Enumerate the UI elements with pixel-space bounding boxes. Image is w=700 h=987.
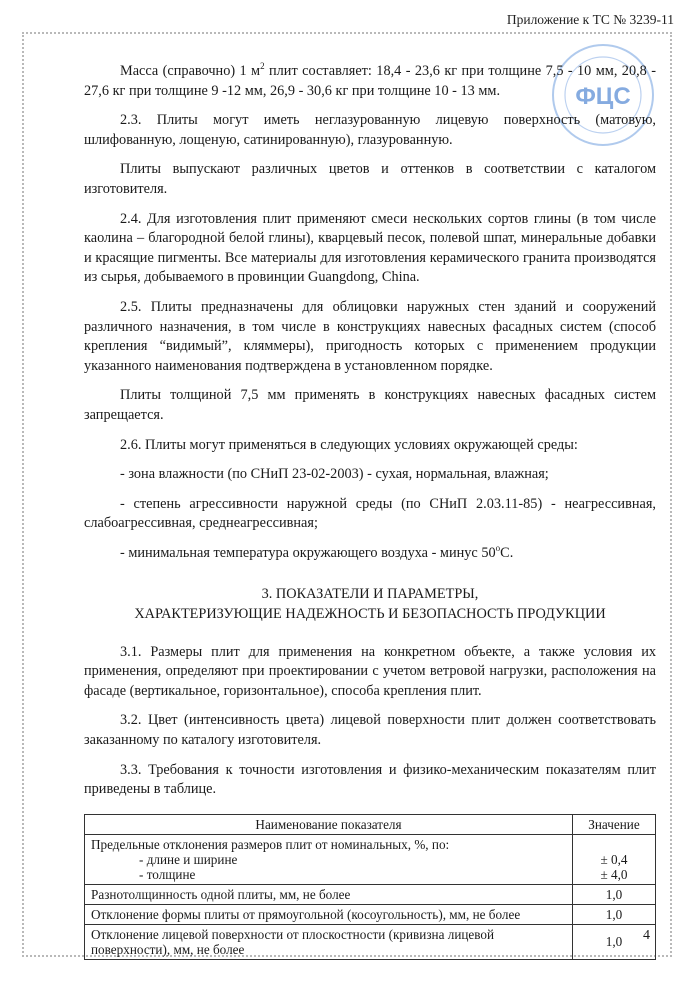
row1-sub1: - длине и ширине: [139, 851, 238, 867]
document-body: [84, 62, 656, 960]
paragraph-thickness: Плиты толщиной 7,5 мм применять в конструкциях навесных фасадных систем запрещается.: [84, 387, 656, 423]
paragraph-humidity: - зона влажности (по СНиП 23-02-2003) - сухая, нормальная, влажная;: [120, 466, 549, 483]
section-title-line1: 3. ПОКАЗАТЕЛИ И ПАРАМЕТРЫ,: [261, 586, 479, 603]
paragraph-2-5: 2.5. Плиты предназначены для облицовки наружных стен зданий и сооружений различного назначения, в том числе в конструкциях навесных фасадных систем (способ крепления “видимый”, кляммеры), пригодность которых с применением продукции указанного наименования подтверждена в установленном порядке.: [84, 298, 656, 374]
row1-sub2: - толщине: [139, 866, 196, 882]
table-row: [85, 924, 656, 959]
paragraph-mass: [84, 62, 656, 101]
mass-sup: 2: [260, 61, 265, 72]
row1-value-cell: [573, 834, 656, 884]
row3-name: Отклонение формы плиты от прямоугольной (косоугольность), мм, не более: [85, 904, 573, 924]
row2-name: Разнотолщинность одной плиты, мм, не более: [85, 884, 573, 904]
table-row: [85, 884, 656, 904]
appendix-header: Приложение к ТС № 3239-11: [506, 12, 674, 27]
paragraph-temperature: [84, 544, 656, 564]
temp-suffix: С.: [500, 544, 514, 561]
row2-value: 1,0: [573, 884, 656, 904]
paragraph-3-1: 3.1. Размеры плит для применения на конкретном объекте, а также условия их применения, определяют при проектировании с учетом ветровой нагрузки, расположения на фасаде (вертикальное, горизонтальное), способа крепления плит.: [84, 643, 656, 699]
paragraph-3-2: 3.2. Цвет (интенсивность цвета) лицевой поверхности плит должен соответствовать заказанному по каталогу изготовителя.: [84, 712, 656, 749]
paragraph-colors: Плиты выпускают различных цветов и оттенков в соответствии с каталогом изготовителя.: [84, 161, 656, 197]
paragraph-2-4: 2.4. Для изготовления плит применяют смеси нескольких сортов глины (в том числе каолина – благородной белой глины), кварцевый песок, полевой шпат, минеральные добавки и красящие пигменты. Все материалы для изготовления керамического гранита производятся из сырья, добываемого в провинции Guangdong, China.: [84, 210, 656, 286]
row1-value1: ± 0,4: [600, 851, 628, 867]
header-name: Наименование показателя: [85, 814, 573, 834]
stamp-text: ФЦС: [575, 83, 631, 110]
row4-name: Отклонение лицевой поверхности от плоскостности (кривизна лицевой поверхности), мм, не более: [85, 924, 573, 959]
table-header-row: [85, 814, 656, 834]
row3-value: 1,0: [573, 904, 656, 924]
mass-text: Масса (справочно) 1 м: [120, 63, 261, 79]
row4-value: 1,0: [573, 924, 656, 959]
paragraph-2-3: 2.3. Плиты могут иметь неглазурованную лицевую поверхность (матовую, шлифованную, лощеную, сатинированную), глазурованную.: [84, 112, 656, 148]
row1-name-cell: [85, 834, 573, 884]
page-number: 4: [643, 928, 650, 943]
temp-text: - минимальная температура окружающего воздуха - минус 50: [120, 544, 496, 561]
row1-value2: ± 4,0: [600, 866, 628, 882]
row1-name: Предельные отклонения размеров плит от номинальных, %, по:: [91, 836, 450, 852]
mass-text-rest: плит составляет: 18,4 - 23,6 кг при толщине 7,5 - 10 мм, 20,8 - 27,6 кг при толщине 9 -12 мм, 26,9 - 30,6 кг при толщине 10 - 13 мм.: [84, 63, 656, 99]
paragraph-aggressiveness: - степень агрессивности наружной среды (по СНиП 2.03.11-85) - неагрессивная, слабоагрессивная, среднеагрессивная;: [84, 495, 656, 532]
temp-sup: о: [495, 543, 501, 554]
table-row: [85, 904, 656, 924]
section-title-line2: ХАРАКТЕРИЗУЮЩИЕ НАДЕЖНОСТЬ И БЕЗОПАСНОСТЬ ПРОДУКЦИИ: [134, 606, 606, 623]
paragraph-2-6: 2.6. Плиты могут применяться в следующих условиях окружающей среды:: [120, 436, 578, 453]
header-value: Значение: [573, 814, 656, 834]
paragraph-3-3: 3.3. Требования к точности изготовления и физико-механическим показателям плит приведены в таблице.: [84, 761, 656, 798]
table-row: [85, 834, 656, 884]
requirements-table: [84, 814, 656, 960]
